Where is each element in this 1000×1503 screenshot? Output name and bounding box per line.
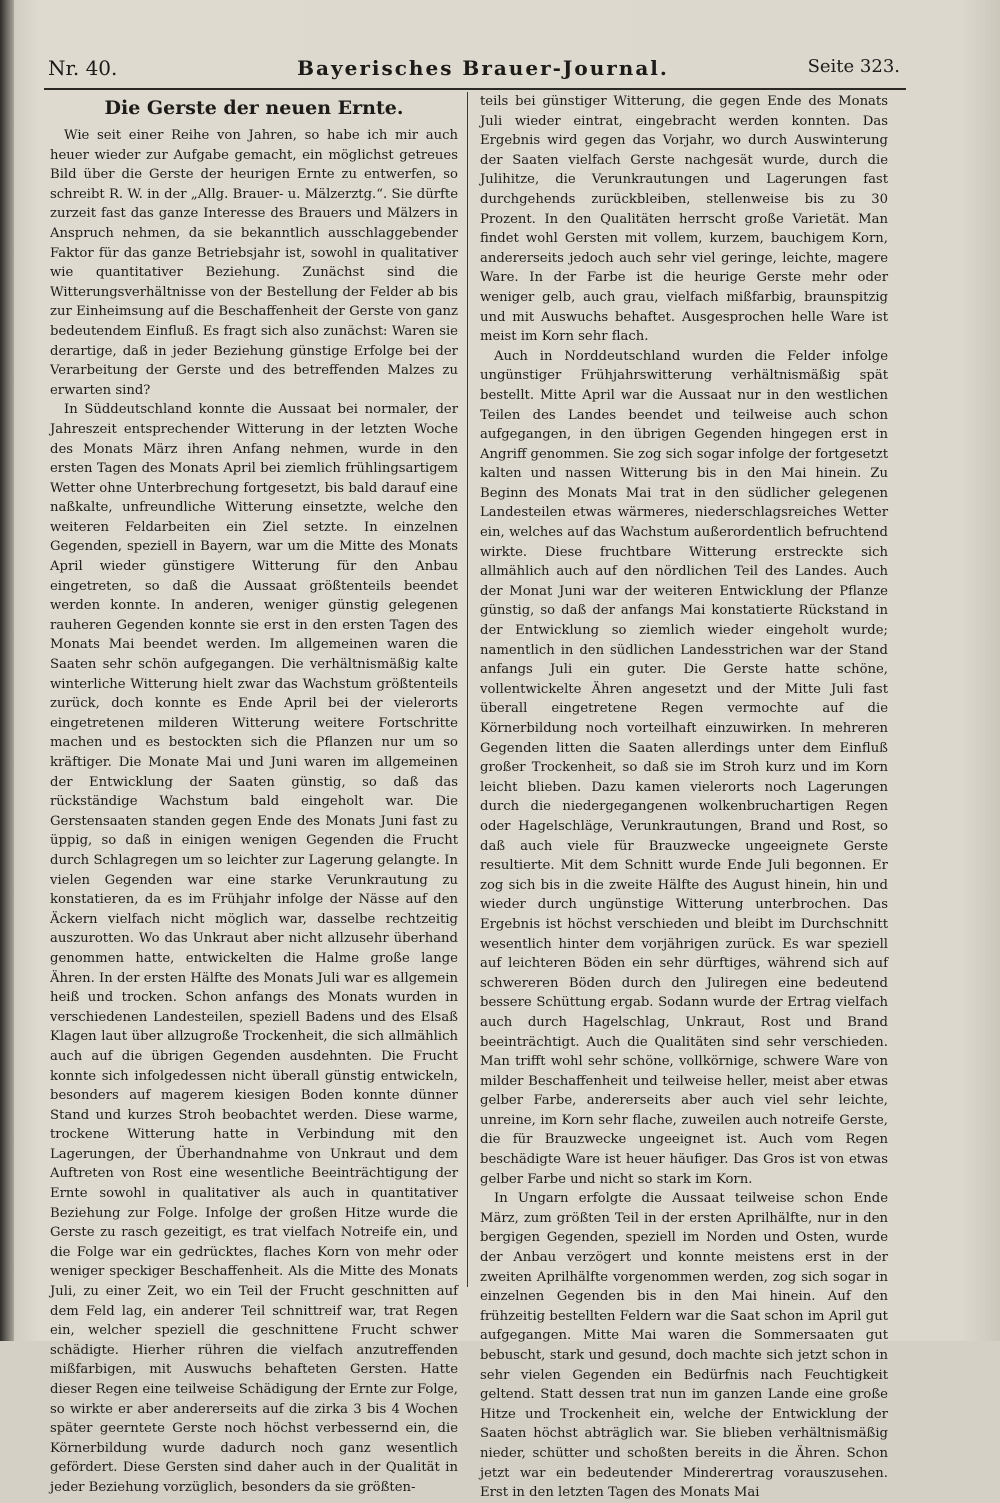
column-divider	[467, 92, 468, 1287]
page-number: Seite 323.	[807, 56, 900, 77]
journal-title: Bayerisches Brauer-Journal.	[297, 56, 669, 80]
right-column	[480, 92, 888, 1503]
header-rule	[44, 88, 906, 90]
left-paragraph-2: In Süddeutschland konnte die Aussaat bei normaler, der Jahreszeit entsprechender Witterung in der letzten Woche des Monats März ihren Anfang nehmen, wurde in den ersten Tagen des Monats April bei ziemlich frühlingsartigem Wetter ohne Unterbrechung fortgesetzt, bis bald darauf eine naßkalte, unfreundliche Witterung einsetzte, welche den weiteren Feldarbeiten ein Ziel setzte. In einzelnen Gegenden, speziell in Bayern, war um die Mitte des Monats April wieder günstigere Witterung für den Anbau eingetreten, so daß die Aussaat größtenteils beendet werden konnte. In anderen, weniger günstig gelegenen rauheren Gegenden konnte sie erst in den ersten Tagen des Monats Mai beendet werden. Im allgemeinen waren die Saaten sehr schön aufgegangen. Die verhältnismäßig kalte winterliche Witterung hielt zwar das Wachstum größtenteils zurück, doch konnte es Ende April bei der vielerorts eingetretenen milderen Witterung weitere Fortschritte machen und es bestockten sich die Pflanzen nur um so kräftiger. Die Monate Mai und Juni waren im allgemeinen der Entwicklung der Saaten günstig, so daß das rückständige Wachstum bald eingeholt war. Die Gerstensaaten standen gegen Ende des Monats Juni fast zu üppig, so daß in einigen wenigen Gegenden die Frucht durch Schlagregen um so leichter zur Lagerung gelangte. In vielen Gegenden war eine starke Verunkrautung zu konstatieren, da es im Frühjahr infolge der Nässe auf den Äckern vielfach nicht möglich war, dasselbe rechtzeitig auszurotten. Wo das Unkraut aber nicht allzusehr überhand genommen hatte, entwickelten die Halme große lange Ähren. In der ersten Hälfte des Monats Juli war es allgemein heiß und trocken. Schon anfangs des Monats wurden in verschiedenen Landesteilen, speziell Badens und des Elsaß Klagen laut über allzugroße Trockenheit, die sich allmählich auch auf die übrigen Gegenden ausdehnten. Die Frucht konnte sich infolgedessen nicht überall günstig entwickeln, besonders auf magerem kiesigen Boden konnte dünner Stand und kurzes Stroh beobachtet werden. Diese warme, trockene Witterung hatte in Verbindung mit den Lagerungen, der Überhandnahme von Unkraut und dem Auftreten von Rost eine wesentliche Beeinträchtigung der Ernte sowohl in qualitativer als auch in quantitativer Beziehung zur Folge. Infolge der großen Hitze wurde die Gerste zu rasch gezeitigt, es trat vielfach Notreife ein, und die Folge war ein gedrücktes, flaches Korn von mehr oder weniger speckiger Beschaffenheit. Als die Mitte des Monats Juli, zu einer Zeit, wo ein Teil der Frucht geschnitten auf dem Feld lag, ein anderer Teil schnittreif war, trat Regen ein, welcher speziell die geschnittene Frucht schwer schädigte. Hierher rühren die vielfach anzutreffenden mißfarbigen, mit Auswuchs behafteten Gersten. Hatte dieser Regen eine teilweise Schädigung der Ernte zur Folge, so wirkte er aber andererseits auf die zirka 3 bis 4 Wochen später geerntete Gerste noch höchst verbessernd ein, die Körnerbildung wurde dadurch noch ganz wesentlich gefördert. Diese Gersten sind daher auch in der Qualität in jeder Beziehung vorzüglich, besonders da sie größten-	[50, 402, 458, 1495]
left-column	[50, 96, 458, 1498]
right-paragraph-1: teils bei günstiger Witterung, die gegen Ende des Monats Juli wieder eintrat, eingebracht werden konnten. Das Ergebnis wird gegen das Vorjahr, wo durch Auswinterung der Saaten vielfach Gerste nachgesät wurde, durch die Julihitze, die Verunkrautungen und Lagerungen fast durchgehends zurückbleiben, stellenweise bis zu 30 Prozent. In den Qualitäten herrscht große Varietät. Man findet wohl Gersten mit vollem, kurzem, bauchigem Korn, andererseits jedoch auch sehr viel geringe, leichte, magere Ware. In der Farbe ist die heurige Gerste mehr oder weniger gelb, auch grau, vielfach mißfarbig, braunspitzig und mit Auswuchs behaftet. Ausgesprochen helle Ware ist meist im Korn sehr flach.	[480, 94, 888, 345]
right-paragraph-3: In Ungarn erfolgte die Aussaat teilweise schon Ende März, zum größten Teil in der ersten Aprilhälfte, nur in den bergigen Gegenden, speziell im Norden und Osten, wurde der Anbau verzögert und konnte meistens erst in der zweiten Aprilhälfte vorgenommen werden, zog sich sogar in einzelnen Gegenden bis in den Mai hinein. Auf den frühzeitig bestellten Feldern war die Saat schon im April gut aufgegangen. Mitte Mai waren die Sommersaaten gut bebuscht, stark und gesund, doch machte sich jetzt schon in sehr vielen Gegenden ein Bedürfnis nach Feuchtigkeit geltend. Statt dessen trat nun im ganzen Lande eine große Hitze und Trockenheit ein, welche der Entwicklung der Saaten höchst abträglich war. Sie blieben verhältnismäßig nieder, schütter und schoßten bereits in die Ähren. Schon jetzt war ein bedeutender Minderertrag vorauszusehen. Erst in den letzten Tagen des Monats Mai	[480, 1191, 888, 1501]
right-paragraph-2: Auch in Norddeutschland wurden die Felder infolge ungünstiger Frühjahrswitterung verhältnismäßig spät bestellt. Mitte April war die Aussaat nur in den westlichen Teilen des Landes beendet und teilweise auch schon aufgegangen, in den übrigen Gegenden hingegen erst in Angriff genommen. Sie zog sich sogar infolge der fortgesetzt kalten und nassen Witterung bis in den Mai hinein. Zu Beginn des Monats Mai trat in den südlicher gelegenen Landesteilen etwas wärmeres, niederschlagsreiches Wetter ein, welches auf das Wachstum außerordentlich befruchtend wirkte. Diese fruchtbare Witterung erstreckte sich allmählich auch auf den nördlichen Teil des Landes. Auch der Monat Juni war der weiteren Entwicklung der Pflanze günstig, so daß der anfangs Mai konstatierte Rückstand in der Entwicklung so ziemlich wieder eingeholt wurde; namentlich in den südlichen Landesstrichen war der Stand anfangs Juli ein guter. Die Gerste hatte schöne, vollentwickelte Ähren angesetzt und der Mitte Juli fast überall eingetretene Regen vermochte auf die Körnerbildung noch vorteilhaft einzuwirken. In mehreren Gegenden litten die Saaten allerdings unter dem Einfluß großer Trockenheit, so daß sie im Stroh kurz und im Korn leicht blieben. Dazu kamen vielerorts noch Lagerungen durch die niedergegangenen wolkenbruchartigen Regen oder Hagelschläge, Verunkrautungen, Brand und Rost, so daß auch viele für Brauzwecke ungeeignete Gerste resultierte. Mit dem Schnitt wurde Ende Juli begonnen. Er zog sich bis in die zweite Hälfte des August hinein, hin und wieder durch ungünstige Witterung unterbrochen. Das Ergebnis ist höchst verschieden und bleibt im Durchschnitt wesentlich hinter dem vorjährigen zurück. Es war speziell auf leichteren Böden ein sehr dürftiges, während sich auf schwereren Böden durch den Juliregen eine bedeutend bessere Schüttung ergab. Sodann wurde der Ertrag vielfach auch durch Hagelschlag, Unkraut, Rost und Brand beeinträchtigt. Auch die Qualitäten sind sehr verschieden. Man trifft wohl sehr schöne, vollkörnige, schwere Ware von milder Beschaffenheit und teilweise heller, meist aber etwas gelber Farbe, andererseits aber auch viel sehr leichte, unreine, im Korn sehr flache, zuweilen auch notreife Gerste, die für Brauzwecke ungeeignet ist. Auch vom Regen beschädigte Ware ist heuer häufiger. Das Gros ist von etwas gelber Farbe und nicht so stark im Korn.	[480, 348, 888, 1187]
page-binding-edge	[0, 0, 14, 1341]
article-title: Die Gerste der neuen Ernte.	[104, 97, 404, 119]
page-header	[48, 56, 900, 86]
issue-number: Nr. 40.	[48, 56, 118, 80]
left-paragraph-1: Wie seit einer Reihe von Jahren, so habe ich mir auch heuer wieder zur Aufgabe gemacht, ein möglichst getreues Bild über die Gerste der heurigen Ernte zu entwerfen, so schreibt R. W. in der „Allg. Brauer- u. Mälzerztg.“. Sie dürfte zurzeit fast das ganze Interesse des Brauers und Mälzers in Anspruch nehmen, da sie bekanntlich ausschlaggebender Faktor für das ganze Betriebsjahr ist, sowohl in qualitativer wie quantitativer Beziehung. Zunächst sind die Witterungsverhältnisse von der Bestellung der Felder ab bis zur Einheimsung auf die Beschaffenheit der Gerste von ganz bedeutendem Einfluß. Es fragt sich also zunächst: Waren sie derartige, daß in jeder Beziehung günstige Erfolge bei der Verarbeitung der Gerste und des betreffenden Malzes zu erwarten sind?	[50, 128, 458, 398]
